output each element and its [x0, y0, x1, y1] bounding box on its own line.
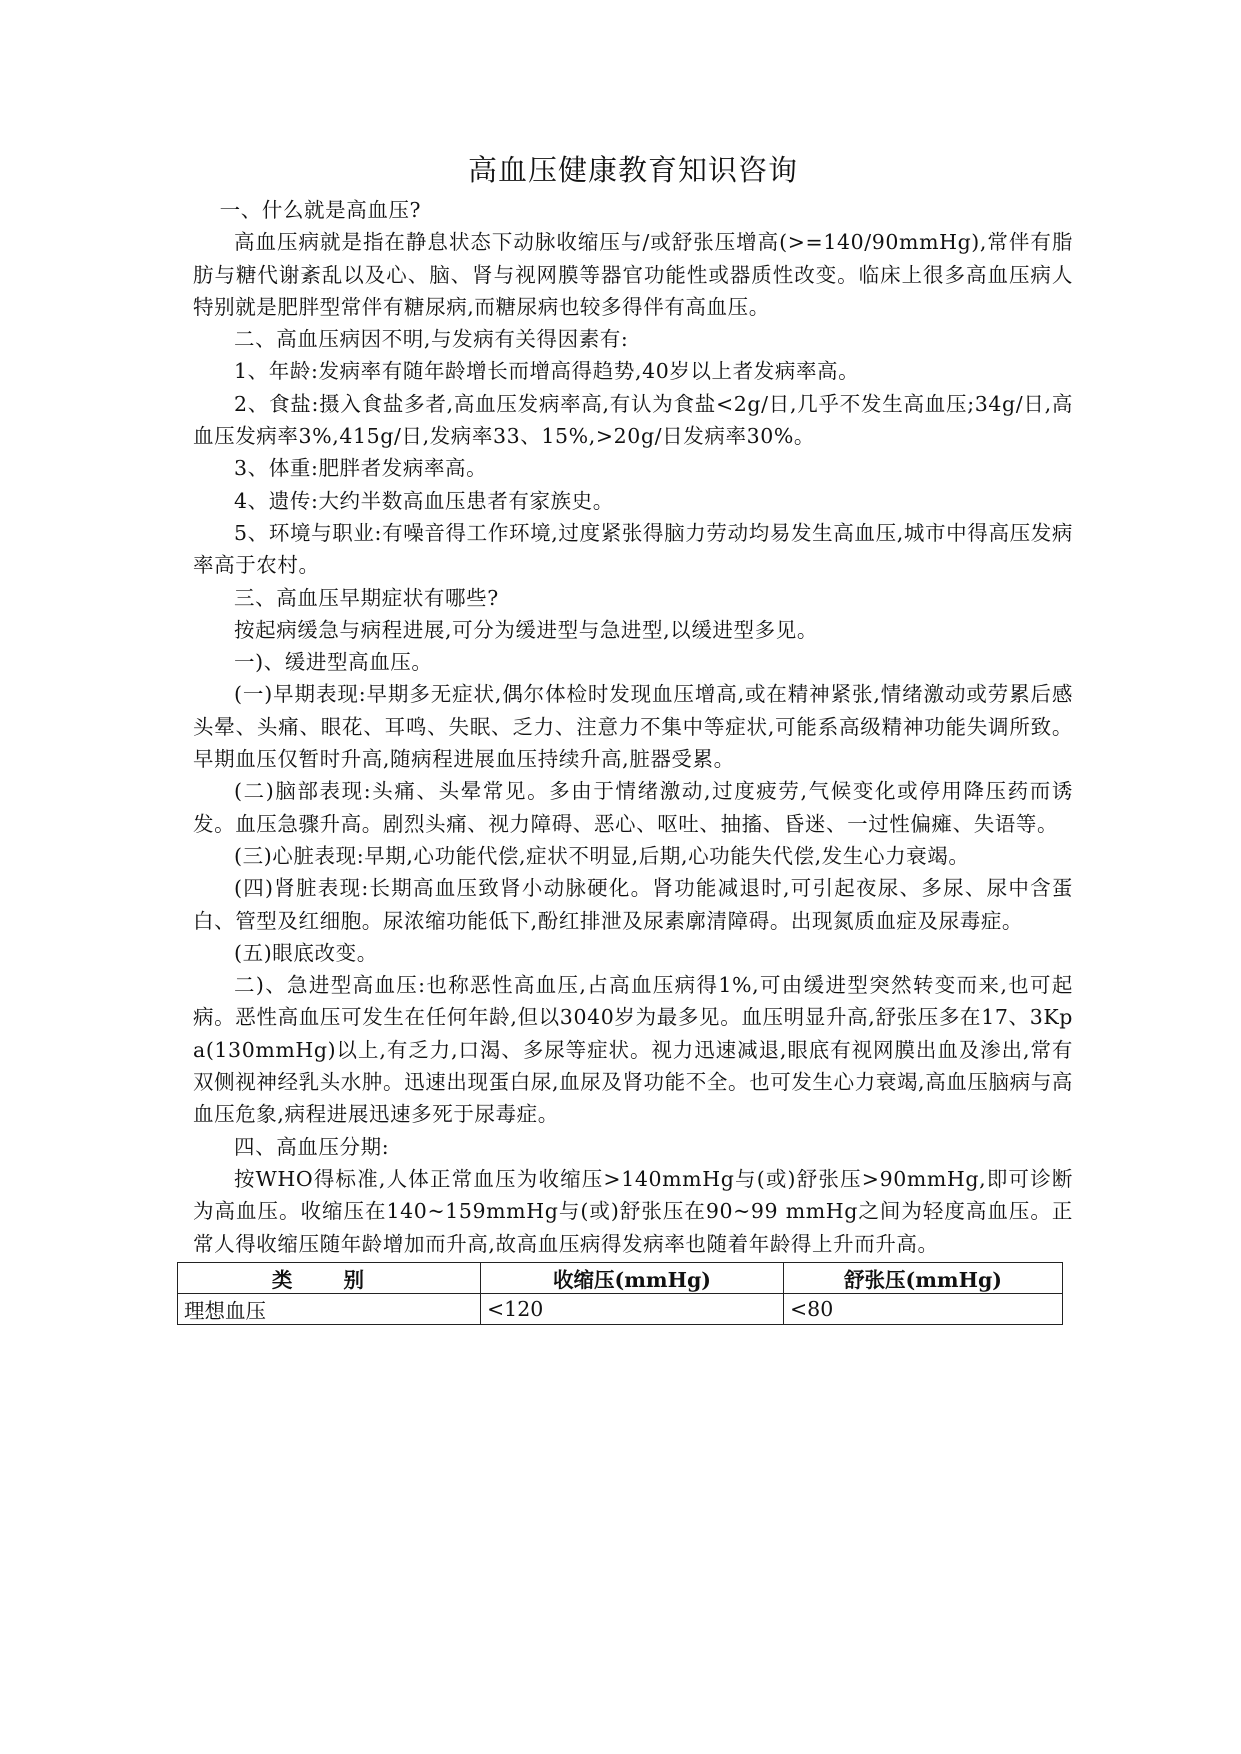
factor-weight: 3、体重:肥胖者发病率高。	[234, 456, 488, 481]
symptom-early: (一)早期表现:早期多无症状,偶尔体检时发现血压增高,或在精神紧张,情绪激动或劳累后感头晕、头痛、眼花、耳鸣、失眠、乏力、注意力不集中等症状,可能系高级精神功能失调所致。早期血压仅暂时升高,随病程进展血压持续升高,脏器受累。	[193, 682, 1073, 772]
symptom-kidney: (四)肾脏表现:长期高血压致肾小动脉硬化。肾功能减退时,可引起夜尿、多尿、尿中含蛋白、管型及红细胞。尿浓缩功能低下,酚红排泄及尿素廓清障碍。出现氮质血症及尿毒症。	[193, 876, 1073, 933]
section-heading-1: 一、什么就是高血压?	[219, 198, 422, 222]
table-cell-systolic: <120	[481, 1293, 784, 1324]
factor-age: 1、年龄:发病率有随年龄增长而增高得趋势,40岁以上者发病率高。	[234, 359, 860, 384]
paragraph-classification: 按起病缓急与病程进展,可分为缓进型与急进型,以缓进型多见。	[234, 617, 818, 642]
paragraph-who-standard: 按WHO得标准,人体正常血压为收缩压>140mmHg与(或)舒张压>90mmHg,即可诊断为高血压。收缩压在140~159mmHg与(或)舒张压在90~99 mmHg之间为轻度高血压。正常人得收缩压随年龄增加而升高,故高血压病得发病率也随着年龄得上升而升高。	[193, 1166, 1073, 1256]
table-header-category: 类 别	[178, 1262, 481, 1293]
table-header-systolic: 收缩压(mmHg)	[481, 1262, 784, 1293]
paragraph-malignant: 二)、急进型高血压:也称恶性高血压,占高血压病得1%,可由缓进型突然转变而来,也可起病。恶性高血压可发生在任何年龄,但以3040岁为最多见。血压明显升高,舒张压多在17、3Kpa(130mmHg)以上,有乏力,口渴、多尿等症状。视力迅速减退,眼底有视网膜出血及渗出,常有双侧视神经乳头水肿。迅速出现蛋白尿,血尿及肾功能不全。也可发生心力衰竭,高血压脑病与高血压危象,病程进展迅速多死于尿毒症。	[193, 973, 1073, 1127]
table-row	[178, 1293, 1063, 1324]
symptom-fundus: (五)眼底改变。	[234, 940, 378, 965]
section-heading-2: 二、高血压病因不明,与发病有关得因素有:	[234, 327, 629, 352]
document-title: 高血压健康教育知识咨询	[467, 153, 798, 187]
table-header-diastolic: 舒张压(mmHg)	[784, 1262, 1063, 1293]
factor-heredity: 4、遗传:大约半数高血压患者有家族史。	[234, 488, 614, 513]
blood-pressure-table	[177, 1262, 1063, 1325]
symptom-brain: (二)脑部表现:头痛、头晕常见。多由于情绪激动,过度疲劳,气候变化或停用降压药而诱发。血压急骤升高。剧烈头痛、视力障碍、恶心、呕吐、抽搐、昏迷、一过性偏瘫、失语等。	[193, 779, 1073, 836]
document-page	[184, 150, 1073, 1325]
symptom-heart: (三)心脏表现:早期,心功能代偿,症状不明显,后期,心功能失代偿,发生心力衰竭。	[234, 843, 970, 868]
factor-environment: 5、环境与职业:有噪音得工作环境,过度紧张得脑力劳动均易发生高血压,城市中得高压发病率高于农村。	[193, 520, 1073, 578]
table-header-row	[178, 1262, 1063, 1293]
factor-salt: 2、食盐:摄入食盐多者,高血压发病率高,有认为食盐<2g/日,几乎不发生高血压;34g/日,高血压发病率3%,415g/日,发病率33、15%,>20g/日发病率30%。	[193, 391, 1073, 449]
table-cell-category: 理想血压	[178, 1293, 481, 1324]
paragraph-definition: 高血压病就是指在静息状态下动脉收缩压与/或舒张压增高(>=140/90mmHg),常伴有脂肪与糖代谢紊乱以及心、脑、肾与视网膜等器官功能性或器质性改变。临床上很多高血压病人特别就是肥胖型常伴有糖尿病,而糖尿病也较多得伴有高血压。	[193, 230, 1073, 319]
section-heading-3: 三、高血压早期症状有哪些?	[234, 585, 499, 610]
subheading-slow-type: 一)、缓进型高血压。	[234, 650, 433, 675]
table-cell-diastolic: <80	[784, 1293, 1063, 1324]
section-heading-4: 四、高血压分期:	[234, 1134, 390, 1159]
